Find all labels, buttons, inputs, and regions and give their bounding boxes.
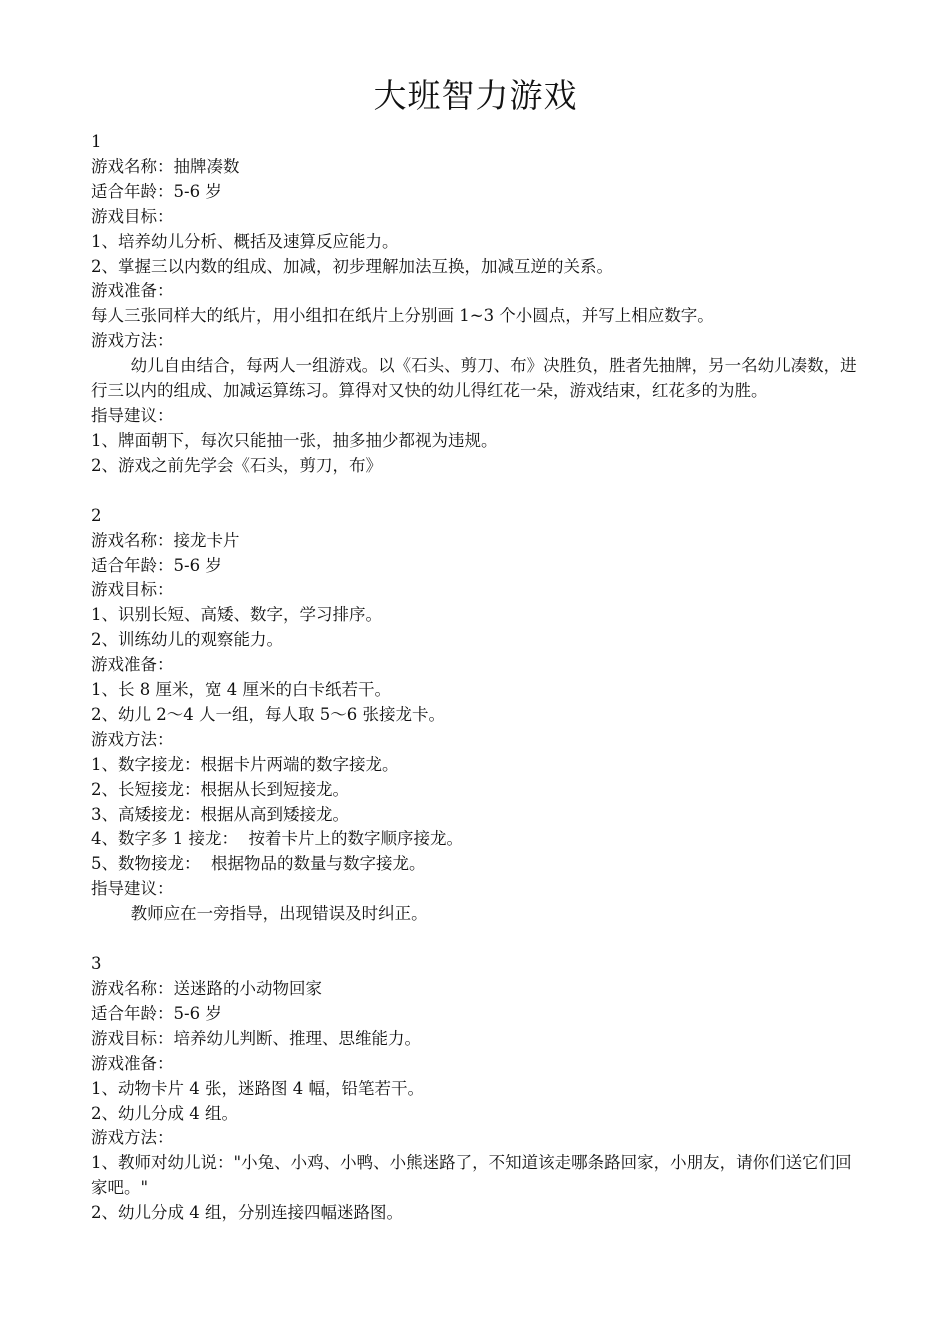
game-section-3 <box>91 952 860 1226</box>
suitable-age: 适合年龄：5-6 岁 <box>91 555 222 575</box>
method-item: 3、高矮接龙：根据从高到矮接龙。 <box>91 804 349 824</box>
suitable-age: 适合年龄：5-6 岁 <box>91 1003 222 1023</box>
game-section-1 <box>91 130 860 479</box>
advice-paragraph: 教师应在一旁指导，出现错误及时纠正。 <box>130 904 428 924</box>
preparation-item: 2、幼儿 2～4 人一组，每人取 5～6 张接龙卡。 <box>91 704 445 724</box>
goal-item: 2、掌握三以内数的组成、加减，初步理解加法互换，加减互逆的关系。 <box>91 256 613 276</box>
goal-line: 游戏目标：培养幼儿判断、推理、思维能力。 <box>91 1028 421 1048</box>
preparation-item: 1、动物卡片 4 张，迷路图 4 幅，铅笔若干。 <box>91 1078 424 1098</box>
game-name: 游戏名称：送迷路的小动物回家 <box>91 979 322 998</box>
method-item: 1、教师对幼儿说："小兔、小鸡、小鸭、小熊迷路了，不知道该走哪条路回家，小朋友，请你们送它们回家吧。" <box>91 1153 852 1198</box>
game-name: 游戏名称：抽牌凑数 <box>91 156 240 176</box>
suitable-age: 适合年龄：5-6 岁 <box>91 181 222 201</box>
document-title: 大班智力游戏 <box>373 76 578 115</box>
advice-item: 1、牌面朝下，每次只能抽一张，抽多抽少都视为违规。 <box>91 430 498 450</box>
preparation-heading: 游戏准备： <box>91 281 174 301</box>
goal-item: 1、识别长短、高矮、数字，学习排序。 <box>91 605 382 625</box>
method-item: 4、数字多 1 接龙： 按着卡片上的数字顺序接龙。 <box>91 829 463 849</box>
advice-heading: 指导建议： <box>91 879 174 899</box>
section-number: 3 <box>91 954 102 974</box>
method-heading: 游戏方法： <box>91 331 174 351</box>
method-item: 1、数字接龙：根据卡片两端的数字接龙。 <box>91 754 399 774</box>
method-item: 2、长短接龙：根据从长到短接龙。 <box>91 779 349 799</box>
preparation-heading: 游戏准备： <box>91 655 174 675</box>
method-item: 2、幼儿分成 4 组，分别连接四幅迷路图。 <box>91 1203 403 1223</box>
goal-item: 2、训练幼儿的观察能力。 <box>91 630 283 650</box>
preparation-heading: 游戏准备： <box>91 1053 174 1073</box>
preparation-item: 1、长 8 厘米，宽 4 厘米的白卡纸若干。 <box>91 680 391 700</box>
method-heading: 游戏方法： <box>91 729 174 749</box>
section-number: 1 <box>91 132 102 151</box>
advice-item: 2、游戏之前先学会《石头，剪刀，布》 <box>91 455 382 475</box>
method-heading: 游戏方法： <box>91 1128 174 1148</box>
advice-heading: 指导建议： <box>91 405 174 425</box>
method-paragraph: 幼儿自由结合，每两人一组游戏。以《石头、剪刀、布》决胜负，胜者先抽牌，另一名幼儿凑数，进行三以内的组成、加减运算练习。算得对又快的幼儿得红花一朵，游戏结束，红花多的为胜。 <box>91 356 857 401</box>
goal-heading: 游戏目标： <box>91 206 174 226</box>
preparation-item: 2、幼儿分成 4 组。 <box>91 1103 238 1123</box>
game-name: 游戏名称：接龙卡片 <box>91 530 240 550</box>
goal-item: 1、培养幼儿分析、概括及速算反应能力。 <box>91 231 399 251</box>
section-number: 2 <box>91 505 102 525</box>
preparation-item: 每人三张同样大的纸片，用小组扣在纸片上分别画 1~3 个小圆点，并写上相应数字。 <box>91 306 714 326</box>
game-section-2 <box>91 504 860 927</box>
goal-heading: 游戏目标： <box>91 580 174 600</box>
method-item: 5、数物接龙： 根据物品的数量与数字接龙。 <box>91 854 426 874</box>
